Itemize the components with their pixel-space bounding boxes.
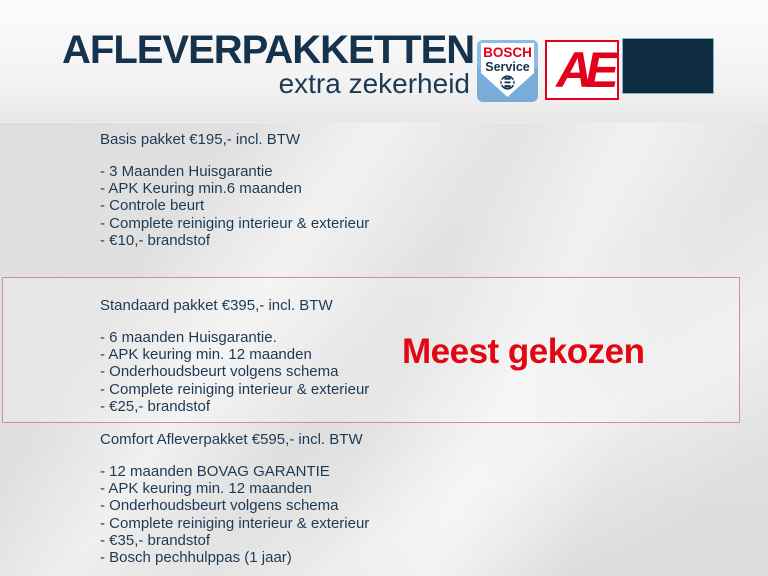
package-item: - Complete reiniging interieur & exterieur [100,514,370,532]
bosch-service-text: Service [485,60,530,74]
package-standaard [100,297,369,415]
package-title: Comfort Afleverpakket €595,- incl. BTW [100,431,363,448]
bosch-shield-icon [477,40,538,102]
ae-logo [545,40,619,100]
page-subtitle: extra zekerheid [278,68,470,99]
package-title: Standaard pakket €395,- incl. BTW [100,297,333,314]
bosch-service-logo [477,40,538,102]
package-item: - Controle beurt [100,197,205,215]
package-item: - Complete reiniging interieur & exterieur [100,214,370,232]
navy-block [622,38,714,94]
package-item: - €10,- brandstof [100,231,211,249]
package-item: - APK keuring min. 12 maanden [100,480,312,498]
bosch-logo-text: BOSCH [483,45,532,60]
most-chosen-badge: Meest gekozen [402,332,645,371]
package-item: - 12 maanden BOVAG GARANTIE [100,463,330,480]
package-item: - Onderhoudsbeurt volgens schema [100,497,339,515]
page-title: AFLEVERPAKKETTEN [62,28,475,72]
package-item: - €25,- brandstof [100,397,211,415]
package-title: Basis pakket €195,- incl. BTW [100,131,301,148]
package-comfort [100,431,369,566]
package-item: - APK keuring min. 12 maanden [100,346,312,364]
bosch-armature-icon [501,76,514,89]
package-item: - Onderhoudsbeurt volgens schema [100,363,339,381]
ae-logo-text: AE [556,42,612,98]
package-item: - Bosch pechhulppas (1 jaar) [100,549,292,567]
package-basis [100,131,369,249]
package-item: - €35,- brandstof [100,531,211,549]
ae-logo-icon [547,42,617,98]
package-item: - APK Keuring min.6 maanden [100,180,302,198]
package-item: - Complete reiniging interieur & exterieur [100,380,370,398]
package-item: - 3 Maanden Huisgarantie [100,163,273,180]
package-item: - 6 maanden Huisgarantie. [100,329,277,346]
